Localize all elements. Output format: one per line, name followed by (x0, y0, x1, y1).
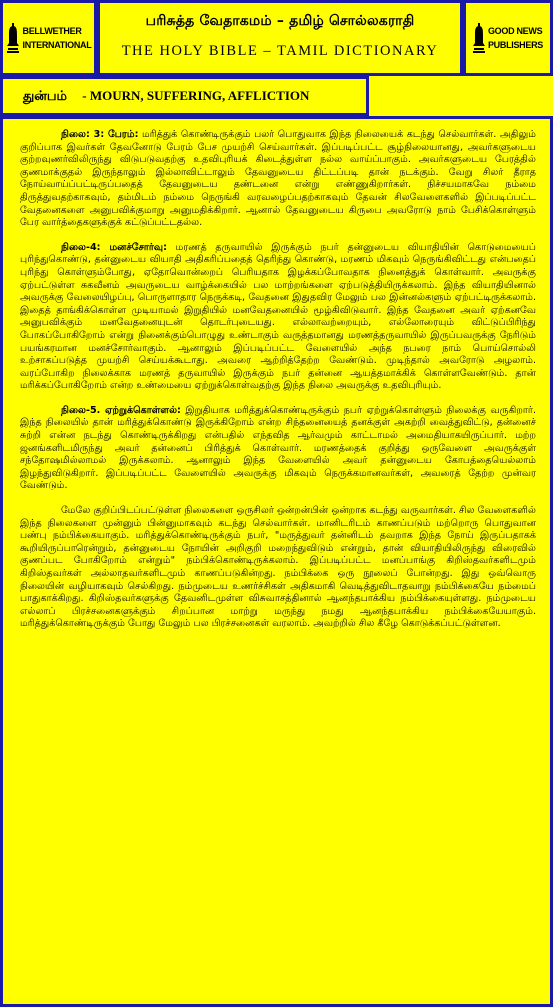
right-logo-line-1: GOOD NEWS (487, 26, 543, 36)
paragraph-text: மரித்துக் கொண்டிருக்கும் பலர் பொதுவாக இந்த நிலையைக் கடந்து செல்வார்கள். அதிலும் குறிப்பாக இவர்கள் தேவனோடு பேரம் பேச முயற்சி செய்வார்கள். இப்படிப்பட்ட சூழ்நிலையானது, அவர்களுடைய குற்றவுணர்விலிருந்து விடுபடுவதற்கு உதவிபுரியக் கிடைத்துள்ள நல்ல வாய்ப்பாகும். அவர்களுடைய பேரத்தில் குணமாக்குதல் இருந்தாலும் இல்லாவிட்டாலும் தேவனுடைய திட்டப்படி தான் நடக்கும். வேறு சிலர் தீராத நோய்வாய்ப்பட்டிருப்பதைத் தேவனுடைய தண்டனை என்று எண்ணுகிறார்கள். நிச்சயமாகவே நம்மை திருத்துவதற்காகவும், தம்மிடம் நம்மை நெருங்கி வரவழைப்பதற்காகவும் தேவன் சிலவேளைகளில் இப்படிப்பட்ட வேதனைகளை அனுபவிக்குமாறு அனுமதிக்கிறார். ஆனால் தேவனுடைய கிருபை அவரோடு நாம் பேசிக்கொள்ளும் பேர வார்த்தைகளுக்குக் கட்டுப்பட்டதல்ல. (20, 129, 536, 229)
paragraph-stage-5 (20, 405, 536, 493)
paragraph-stage-4 (20, 242, 536, 393)
bell-icon (6, 23, 20, 53)
paragraph-stage-3 (20, 129, 536, 230)
topic-box (0, 76, 369, 116)
topic-tamil: துன்பம் (23, 88, 68, 103)
left-logo-line-1: BELLWETHER (22, 26, 82, 36)
topic-english: - MOURN, SUFFERING, AFFLICTION (82, 88, 310, 103)
paragraph-text: இறுதியாக மரித்துக்கொண்டிருக்கும் நபர் ஏற்றுக்கொள்ளும் நிலைக்கு வருகிறார். இந்த நிலையில் தான் மரித்துக்கொண்டு இருக்கிறோம் என்ற சிந்தனையைத் தனக்குள் அகற்றி வைத்துவிட்டு, தன்னைச் சுற்றி என்ன நடந்து கொண்டிருக்கிறது என்பதில் எந்தவித ஆர்வமும் காட்டாமல் அமைதியாகயிருப்பார். மற்ற ஜனங்களிடமிருந்து அவர் தன்னைப் பிரித்துக் கொள்வார். மரணத்தைக் குறித்து ஒருவேளை அவருக்குள் சந்தோஷமில்லாமல் இருக்கலாம். ஆனாலும் இந்த வேளையில் அவர் தன்னுடைய கோபத்தையெல்லாம் இழந்துவிடுகிறார். இப்படிப்பட்ட வேளையில் அவருக்கு மிகவும் நெருக்கமானவர்கள், அவரைத் தேற்ற முன்வர வேண்டும். (20, 404, 536, 492)
paragraph-heading: நிலை-4: மனச்சோர்வு: (61, 241, 167, 253)
good-news-logo (463, 0, 553, 76)
paragraph-summary (20, 505, 536, 631)
left-logo-line-2: INTERNATIONAL (22, 40, 92, 50)
right-logo-line-2: PUBLISHERS (487, 40, 543, 50)
bell-icon (473, 23, 485, 53)
paragraph-text: மேலே குறிப்பிடப்பட்டுள்ள நிலைகளை ஒருசிலர் ஒன்றன்பின் ஒன்றாக கடந்து வருவார்கள். சில வேளைகளில் இந்த நிலைகளை முன்னும் பின்னுமாகவும் கடந்து செல்வார்கள். மானிடரிடம் காணப்படும் மற்றொரு பொதுவான பண்பு நம்பிக்கையாகும். மரித்துக்கொண்டிருக்கும் நபர், "மருத்துவர் தன்னிடம் தவறாக இந்த நோய் இருப்பதாகக் கூறியிருப்பாரென்றும், தன்னுடைய நோயின் அறிகுறி மறைந்துவிடும் என்றும், தான் வியாதியிலிருந்து விரைவில் குணப்பட போகிறோம் என்றும்" நம்பிக்கொண்டிருக்கலாம். இப்படிப்பட்ட மனப்பாங்கு கிறிஸ்தவர்களிடமும் கிறிஸ்தவர்கள் அல்லாதவர்களிடமும் காணப்படுகின்றது. நம்பிக்கை ஒரு நூலைப் போன்றது. இது ஒவ்வொரு நிலையின் வழியாகவும் செல்கிறது. நம்முடைய உணர்ச்சிகள் அதிகமாகி வெடித்துவிடாதவாறு நம்பிக்கையே நம்மைப் பாதுகாக்கிறது. கிறிஸ்தவர்களுக்கு தேவனிடமுள்ள விசுவாசத்தினால் ஆனந்தபாக்கிய நம்பிக்கையுள்ளது. நம்முடைய எல்லாப் பிரச்சனைகளுக்கும் சிறப்பான மாற்று மருந்து நமது ஆனந்தபாக்கிய நம்பிக்கையேயாகும். மரித்துக்கொண்டிருக்கும் போது மேலும் பல பிரச்சனைகள் வரலாம். அவற்றில் சில கீழே கொடுக்கப்பட்டுள்ளன. (20, 505, 536, 630)
title-box (97, 0, 463, 76)
title-english: THE HOLY BIBLE – TAMIL DICTIONARY (121, 43, 439, 59)
paragraph-text: மரணத் தருவாயில் இருக்கும் நபர் தன்னுடைய வியாதியின் கொடுமையைப் புரிந்துகொண்டு, தன்னுடைய வியாதி அதிகரிப்பதைத் தெரிந்து கொண்டு, மரணம் மிகவும் நெருங்கிவிட்டது என்பதைப் புரிந்து கொள்ளும்போது, ஏதோவொன்றைப் பெரியதாக இழக்கப்போவதாக நினைத்துக் கொள்வார். அவருக்கு ஏற்பட்டுள்ள சுகவீனம் அவருடைய வாழ்க்கையில் பல மாற்றங்களை ஏற்படுத்தியிருக்கலாம். இந்த வியாதியினால் அவருக்கு வேலையிழப்பு, பொருளாதார நெருக்கடி, வேதனை இதுதவிர மேலும் பல இன்னல்களும் ஏற்பட்டிருக்கலாம். இதைத் தாங்கிக்கொள்ள முடியாமல் இறுதியில் மனவேதனையில் மூழ்கிவிடுவார். இந்த வேதனை அவர் ஏற்கனவே அனுபவிக்கும் மனவேதனையுடன் தொடர்புடையது. எல்லாவற்றையும், எல்லோரையும் விட்டுப்பிரிந்து போகப்போகிறோம் என்று நினைக்கும்பொழுது உண்டாகும் வருத்தமானது மரணத்தருவாயில் இருப்பவருக்கு நேரிடும் பயங்கரமான மனச்சோர்வாகும். ஆனாலும் இப்படிப்பட்ட வேளையில் அந்த நபரை நாம் பொய்சொல்லி உற்சாகப்படுத்த முயற்சி செய்யக்கூடாது. அவரை ஆற்றித்தேற்ற வேண்டும். முடிந்தால் அவரோடு அழலாம். வரப்போகிற நிலைக்காக மரணத் தருவாயில் இருக்கும் நபர் தன்னை ஆயத்தமாக்கிக் கொள்ளவேண்டும். தான் மரிக்கப்போகிறோம் என்ற உண்மையை ஏற்றுக்கொள்வதற்கு இந்த நிலை அவருக்கு உதவிபுரியும். (20, 241, 537, 392)
paragraph-heading: நிலை: 3: பேரம்: (61, 129, 139, 140)
article-body (0, 116, 553, 1007)
paragraph-heading: நிலை-5. ஏற்றுக்கொள்ளல்: (61, 404, 181, 416)
bellwether-logo (0, 0, 97, 76)
title-tamil: பரிசுத்த வேதாகமம் – தமிழ் சொல்லகராதி (145, 13, 415, 29)
